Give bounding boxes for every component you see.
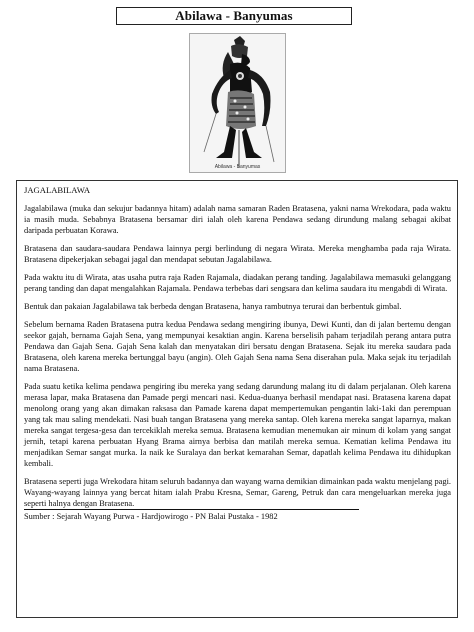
article-paragraph: Bratasena dan saudara-saudara Pendawa lainnya pergi berlindung di negara Wirata. Mereka menghamba pada raja Wirata. Bratasena dipekerjakan sebagai jagal dan mendapat sebutan Jagalabilawa.: [24, 244, 451, 264]
wayang-puppet-illustration: [190, 34, 286, 173]
wayang-figure-image: [189, 33, 286, 173]
source-divider: [24, 509, 359, 510]
article-paragraph: Bentuk dan pakaian Jagalabilawa tak berbeda dengan Bratasena, hanya rambutnya terurai dan berbentuk gimbal.: [24, 302, 402, 311]
article-paragraph: Jagalabilawa (muka dan sekujur badannya hitam) adalah nama samaran Raden Bratasena, yakni nama Wrekodara, pada waktu ia masih muda. Sebabnya Bratasena bersamar diri ialah oleh karena Pendawa sedang dirundung malang sebagai akibat daripada perbuatan Korawa.: [24, 204, 451, 235]
article-heading: JAGALABILAWA: [24, 185, 91, 195]
title-box: [116, 7, 352, 25]
article-paragraph: Pada waktu itu di Wirata, atas usaha putra raja Raden Rajamala, diadakan perang tanding. Jagalabilawa memasuki gelanggang perang tanding dan dapat mengalahkan Rajamala. Pendawa terbebas dari sengsara dan kelima saudara itu mengabdi di Wirata.: [24, 273, 451, 293]
article-box: [16, 180, 458, 618]
figure-caption: Abilawa - Banyumas: [214, 164, 261, 170]
article-paragraph: Sebelum bernama Raden Bratasena putra kedua Pendawa sedang mengiring ibunya, Dewi Kunti, dan di jalan bertemu dengan seekor gajah, bernama Gajah Sena, yang mempunyai kesaktian angin. Karena berselisih paham terjadilah perang antara putra Pendawa dan Gajah Sena. Gajah Sena kalah dan menyatakan diri bersatu dengan Bratasena. Sejak itu mereka saudara pada Bratasena, oleh karena mereka bertunggal bayu (angin). Oleh Gajah Sena nama Sena diserahan pula. Maka sejak itu terjadilah nama Bratasena.: [24, 320, 451, 373]
article-paragraph: Pada suatu ketika kelima pendawa pengiring ibu mereka yang sedang darundung malang itu di dalam perjalanan. Oleh karena merasa lapar, maka Bratasena dan Pamade pergi mencari nasi. Kedua-duanya berhasil mendapat nasi. Bratasena karena dapat menolong orang yang akan dimakan raksasa dan Pamade karena dapat mempertemukan pengantin laki-1aki dan perempuan yang tak mau saling mendekati. Nasi buah tangan Bratasena yang mereka santap. Oleh karena mereka sangat laparnya, makan mereka sangat tergesa-gesa dan tercekiklah mereka semua. Bratasena kemudian menemukan air minum di kolam yang sangat jernih, tetapi karena perbuatan Hyang Brama airnya berbisa dan matilah mereka semua. Kematian kelima Pendawa itu menjadikan Semar sangat murka. Ia naik ke Suralaya dan berkat kemarahan Semar, dapatlah kelima Pendawa itu dihidupkan kembali.: [24, 382, 451, 468]
article-paragraph: Bratasena seperti juga Wrekodara hitam seluruh badannya dan wayang warna demikian dimainkan pada waktu menjelang pagi. Wayang-wayang lainnya yang bercat hitam ialah Prabu Kresna, Semar, Gareng, Petruk dan cara mengeluarkan mereka juga seperti halnya dengan Bratasena.: [24, 477, 451, 508]
page-title: Abilawa - Banyumas: [175, 8, 293, 23]
source-citation: Sumber : Sejarah Wayang Purwa - Hardjowirogo - PN Balai Pustaka - 1982: [24, 512, 278, 521]
